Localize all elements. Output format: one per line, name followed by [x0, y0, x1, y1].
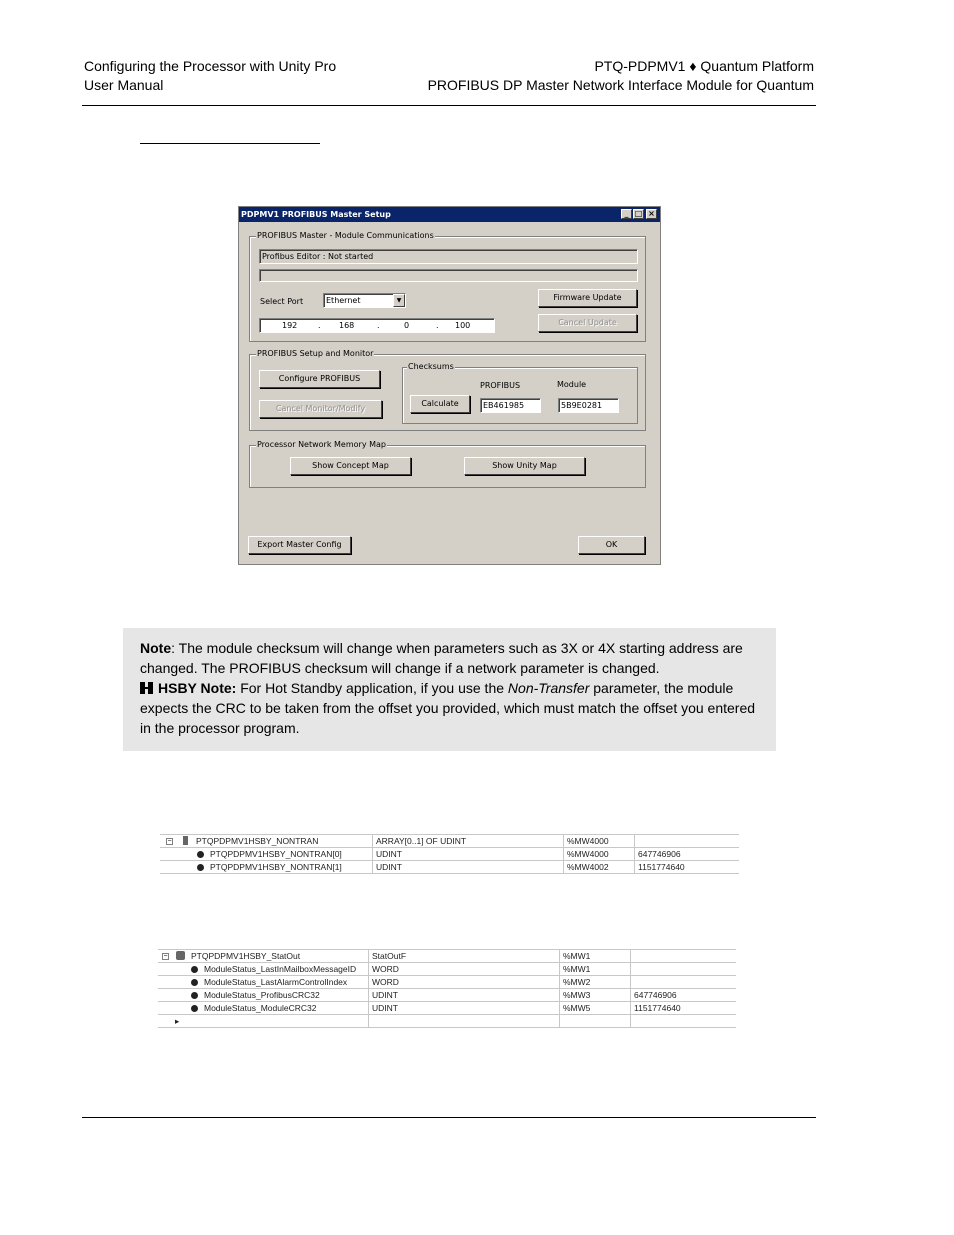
- note-text: : The module checksum will change when parameters such as 3X or 4X starting address are changed. The PROFIBUS checksum will change if a network parameter is changed.: [140, 640, 743, 676]
- profibus-checksum-label: PROFIBUS: [480, 381, 521, 390]
- footer-rule: [82, 1117, 816, 1118]
- table-row[interactable]: [160, 835, 739, 848]
- variable-value: 647746906: [634, 848, 739, 861]
- table-row[interactable]: [160, 848, 739, 861]
- calculate-button[interactable]: Calculate: [410, 395, 470, 413]
- hsby-text-1: For Hot Standby application, if you use the: [236, 680, 508, 696]
- variable-value: 1151774640: [634, 861, 739, 874]
- module-comm-label: PROFIBUS Master - Module Communications: [257, 231, 434, 240]
- header-product: PTQ-PDPMV1 ♦ Quantum Platform: [594, 58, 814, 74]
- variable-name: ModuleStatus_LastInMailboxMessageID: [204, 964, 357, 974]
- variable-value: [630, 950, 736, 963]
- module-checksum-field[interactable]: 5B9E0281: [558, 398, 619, 413]
- variable-value: [630, 963, 736, 976]
- variable-type: ARRAY[0..1] OF UDINT: [372, 835, 563, 848]
- module-comm-group: [249, 231, 646, 342]
- nontran-variable-table: [160, 834, 739, 874]
- variable-value: 1151774640: [630, 1002, 736, 1015]
- editor-status-field: Profibus Editor : Not started: [259, 249, 638, 264]
- checksums-group: [402, 362, 638, 424]
- select-port-label: Select Port: [260, 297, 304, 306]
- table-row[interactable]: [158, 989, 736, 1002]
- ok-button[interactable]: OK: [578, 536, 645, 554]
- checksums-label: Checksums: [408, 362, 454, 371]
- collapse-icon[interactable]: −: [163, 953, 168, 960]
- header-right: [428, 57, 814, 95]
- section-rule: [140, 143, 320, 144]
- ip-octet-4: 100: [455, 321, 471, 330]
- table-row[interactable]: [158, 1015, 736, 1028]
- port-value: Ethernet: [326, 296, 361, 305]
- cancel-update-button[interactable]: Cancel Update: [538, 314, 637, 332]
- element-icon: [191, 979, 198, 986]
- show-unity-map-button[interactable]: Show Unity Map: [464, 457, 585, 475]
- element-icon: [191, 966, 198, 973]
- variable-address: %MW4000: [563, 835, 634, 848]
- configure-profibus-button[interactable]: Configure PROFIBUS: [259, 370, 380, 388]
- hsby-text-2: parameter, the module expects the CRC to be taken from the offset you provided, which must match the offset you entered in the processor program.: [140, 680, 756, 736]
- note-box: [123, 628, 776, 751]
- hsby-paragraph: [140, 678, 759, 738]
- dialog-title: PDPMV1 PROFIBUS Master Setup: [241, 210, 391, 219]
- firmware-update-button[interactable]: Firmware Update: [538, 289, 637, 307]
- header-manual-section: Configuring the Processor with Unity Pro: [84, 58, 337, 74]
- variable-address: %MW1: [559, 950, 630, 963]
- variable-address: %MW3: [559, 989, 630, 1002]
- export-master-config-button[interactable]: Export Master Config: [248, 536, 351, 554]
- variable-type: UDINT: [368, 1002, 559, 1015]
- variable-name: ModuleStatus_ProfibusCRC32: [204, 990, 320, 1000]
- profibus-checksum-field[interactable]: EB461985: [480, 398, 541, 413]
- variable-address: %MW5: [559, 1002, 630, 1015]
- progress-bar: [259, 269, 638, 282]
- variable-address: %MW4000: [563, 848, 634, 861]
- variable-name: ModuleStatus_ModuleCRC32: [204, 1003, 317, 1013]
- cancel-monitor-button[interactable]: Cancel Monitor/Modify: [259, 400, 382, 418]
- variable-address: [559, 1015, 630, 1028]
- variable-name: PTQPDPMV1HSBY_NONTRAN: [196, 836, 319, 846]
- variable-name: PTQPDPMV1HSBY_NONTRAN[1]: [210, 862, 342, 872]
- table-row[interactable]: [158, 976, 736, 989]
- variable-value: [634, 835, 739, 848]
- array-icon: [183, 836, 188, 845]
- hsby-icon: [140, 681, 154, 694]
- table-row[interactable]: [158, 1002, 736, 1015]
- ip-octet-1: 192: [282, 321, 298, 330]
- variable-address: %MW1: [559, 963, 630, 976]
- variable-name: PTQPDPMV1HSBY_NONTRAN[0]: [210, 849, 342, 859]
- note-label: Note: [140, 640, 172, 656]
- port-select[interactable]: [323, 293, 406, 308]
- variable-type: WORD: [368, 963, 559, 976]
- setup-monitor-label: PROFIBUS Setup and Monitor: [257, 349, 374, 358]
- variable-type: UDINT: [372, 848, 563, 861]
- new-row-arrow-icon: ▸: [175, 1016, 180, 1026]
- variable-value: [630, 976, 736, 989]
- ip-address-field[interactable]: 192 . 168 . 0 . 100: [259, 318, 495, 333]
- variable-type: [368, 1015, 559, 1028]
- variable-address: %MW4002: [563, 861, 634, 874]
- chevron-down-icon[interactable]: ▼: [393, 294, 405, 307]
- variable-address: %MW2: [559, 976, 630, 989]
- variable-value: [630, 1015, 736, 1028]
- variable-name: PTQPDPMV1HSBY_StatOut: [191, 951, 301, 961]
- note-paragraph: [140, 638, 759, 678]
- memory-map-group: [249, 440, 646, 488]
- setup-monitor-group: [249, 349, 646, 431]
- variable-type: StatOutF: [368, 950, 559, 963]
- table-row[interactable]: [158, 963, 736, 976]
- module-checksum-label: Module: [557, 380, 587, 389]
- element-icon: [191, 992, 198, 999]
- show-concept-map-button[interactable]: Show Concept Map: [290, 457, 411, 475]
- structure-icon: [176, 951, 185, 960]
- element-icon: [191, 1005, 198, 1012]
- variable-type: WORD: [368, 976, 559, 989]
- element-icon: [197, 851, 204, 858]
- variable-value: 647746906: [630, 989, 736, 1002]
- minimize-icon[interactable]: _: [621, 209, 632, 219]
- header-manual-type: User Manual: [84, 77, 164, 93]
- collapse-icon[interactable]: −: [167, 838, 172, 845]
- variable-type: UDINT: [368, 989, 559, 1002]
- close-icon[interactable]: ×: [646, 209, 657, 219]
- ip-octet-2: 168: [339, 321, 355, 330]
- element-icon: [197, 864, 204, 871]
- header-product-desc: PROFIBUS DP Master Network Interface Module for Quantum: [427, 77, 814, 93]
- table-row[interactable]: [160, 861, 739, 874]
- header-rule: [82, 105, 816, 106]
- table-row[interactable]: [158, 950, 736, 963]
- variable-type: UDINT: [372, 861, 563, 874]
- statout-variable-table: [158, 949, 736, 1028]
- hsby-label: HSBY Note:: [158, 680, 237, 696]
- header-left: [84, 57, 336, 95]
- master-setup-dialog: [238, 206, 661, 565]
- hsby-italic: Non-Transfer: [507, 680, 590, 696]
- maximize-icon[interactable]: □: [634, 209, 643, 218]
- dialog-titlebar: [239, 207, 660, 222]
- variable-name: ModuleStatus_LastAlarmControlIndex: [204, 977, 348, 987]
- ip-octet-3: 0: [404, 321, 410, 330]
- memory-map-label: Processor Network Memory Map: [257, 440, 386, 449]
